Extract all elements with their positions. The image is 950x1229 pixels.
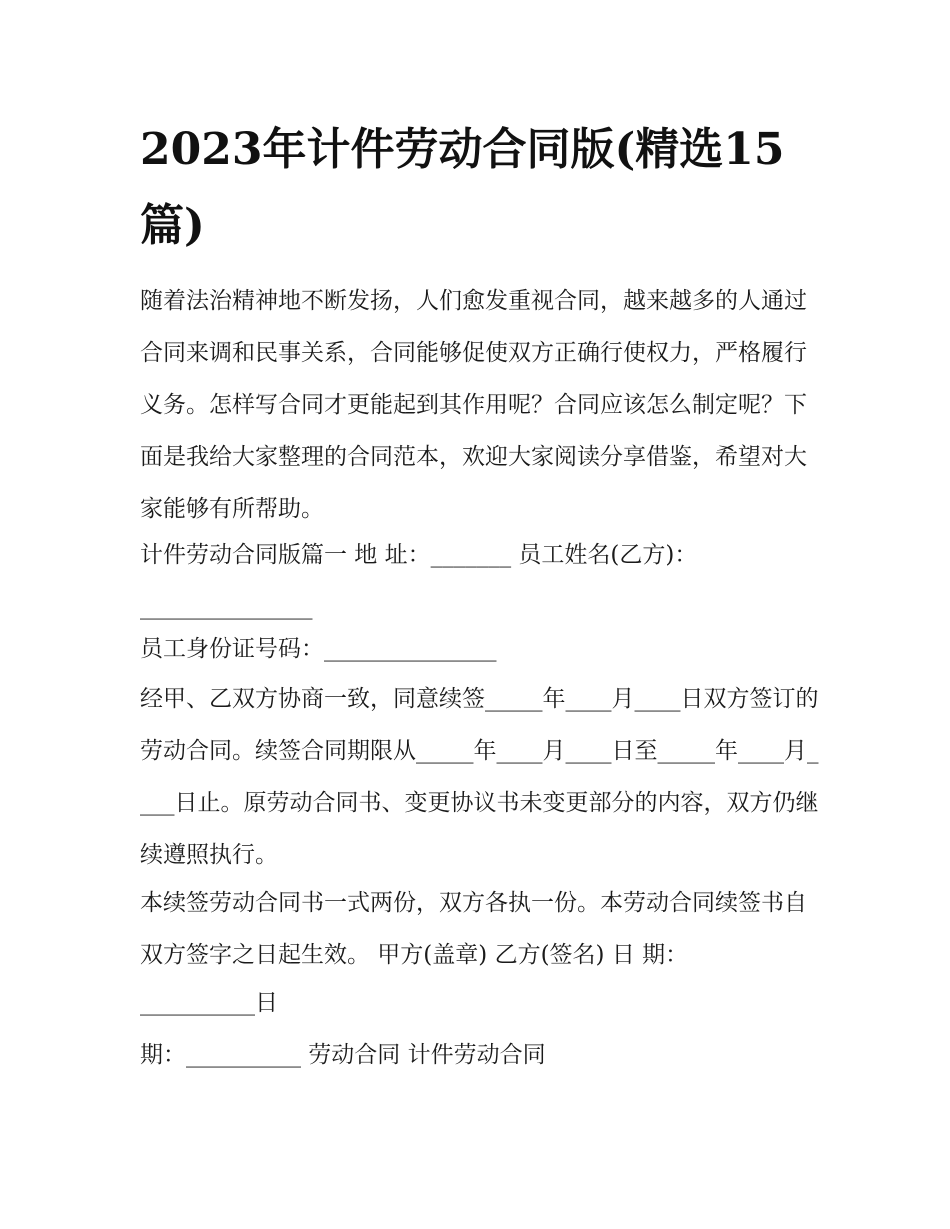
signature-clause-paragraph: 本续签劳动合同书一式两份，双方各执一份。本劳动合同续签书自双方签字之日起生效。 甲方(盖章) 乙方(签名) 日 期： [140, 890, 807, 968]
intro-paragraph: 随着法治精神地不断发扬，人们愈发重视合同，越来越多的人通过合同来调和民事关系，合同能够促使双方正确行使权力，严格履行义务。怎样写合同才更能起到其作用呢？合同应该怎么制定呢？下面是我给大家整理的合同范本，欢迎大家阅读分享借鉴，希望对大家能够有所帮助。 [140, 288, 807, 522]
document-title: 2023年计件劳动合同版(精选15篇) [140, 124, 785, 251]
date-blank-line: __________日 [140, 990, 278, 1016]
employee-name-blank: _______________ [140, 594, 313, 620]
date-footer-line: 期：__________ 劳动合同 计件劳动合同 [140, 1042, 546, 1068]
id-number-line: 员工身份证号码：_______________ [140, 636, 497, 662]
contract-header-line: 计件劳动合同版篇一 地 址：_______ 员工姓名(乙方)： [140, 542, 698, 568]
renewal-terms-paragraph: 经甲、乙双方协商一致，同意续签_____年____月____日双方签订的劳动合同。续签合同期限从_____年____月____日至_____年____月____日止。原劳动合同书、变更协议书未变更部分的内容，双方仍继续遵照执行。 [140, 686, 819, 868]
